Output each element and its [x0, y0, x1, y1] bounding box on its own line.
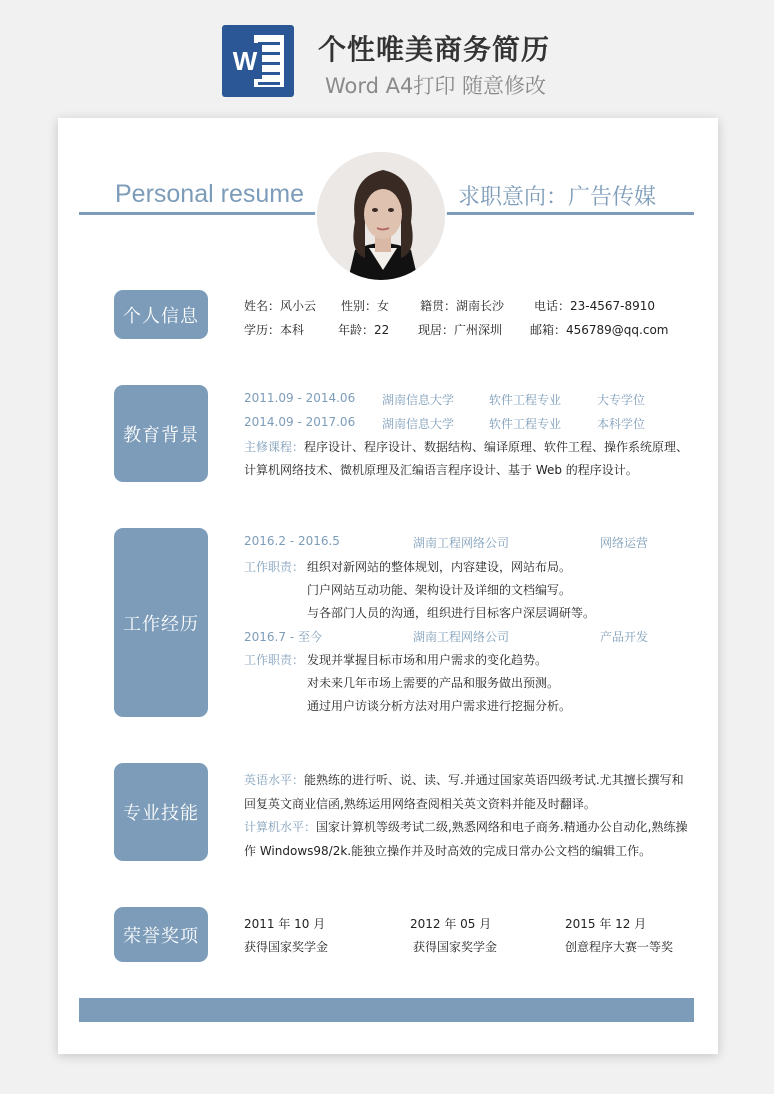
english-text: 能熟练的进行听、说、读、写.并通过国家英语四级考试.尤其擅长撰写和: [304, 773, 684, 787]
edu-major: 软件工程专业: [489, 393, 562, 407]
word-logo-icon: [222, 25, 294, 97]
honor-date: 2012 年 05 月: [410, 917, 492, 931]
job-intent: 求职意向：广告传媒: [458, 185, 657, 210]
edu-courses-cont: 计算机网络技术、微机原理及汇编语言程序设计、基于 Web 的程序设计。: [244, 463, 638, 477]
duty-item: 对未来几年市场上需要的产品和服务做出预测。: [307, 676, 560, 690]
skill-computer-cont: 作 Windows98/2k.能独立操作并及时高效的完成日常办公文档的编辑工作。: [244, 844, 652, 858]
duty-label: 工作职责：: [244, 653, 305, 667]
footer-bar: [79, 998, 694, 1022]
skill-english: [244, 771, 684, 788]
skill-computer: [244, 818, 687, 835]
job-date: 2016.7 - 至今: [244, 630, 322, 644]
section-label-work: 工作经历: [114, 528, 208, 717]
info-age: 年龄：22: [338, 323, 390, 337]
duty-item: 通过用户访谈分析方法对用户需求进行挖掘分析。: [307, 699, 572, 713]
duty-item: 发现并掌握目标市场和用户需求的变化趋势。: [307, 653, 548, 667]
edu-school: 湖南信息大学: [382, 393, 455, 407]
info-email: 邮箱：456789@qq.com: [530, 323, 669, 337]
edu-date: 2014.09 - 2017.06: [244, 415, 356, 429]
info-name: 姓名：风小云: [244, 299, 317, 313]
job-date: 2016.2 - 2016.5: [244, 534, 340, 548]
info-gender: 性别：女: [341, 299, 390, 313]
job-company: 湖南工程网络公司: [413, 536, 510, 550]
info-degree: 学历：本科: [244, 323, 305, 337]
honor-award: 获得国家奖学金: [244, 940, 329, 954]
edu-degree: 大专学位: [597, 393, 646, 407]
job-company: 湖南工程网络公司: [413, 630, 510, 644]
job-role: 产品开发: [600, 630, 649, 644]
duty-item: 组织对新网站的整体规划，内容建设，网站布局。: [307, 560, 572, 574]
honor-date: 2015 年 12 月: [565, 917, 647, 931]
duty-item: 与各部门人员的沟通，组织进行目标客户深层调研等。: [307, 606, 596, 620]
edu-courses: [244, 438, 688, 455]
honor-award: 创意程序大赛一等奖: [565, 940, 674, 954]
courses-label: 主修课程：: [244, 440, 305, 454]
section-label-education: 教育背景: [114, 385, 208, 482]
job-role: 网络运营: [600, 536, 649, 550]
edu-degree: 本科学位: [597, 417, 646, 431]
resume-page: [58, 118, 718, 1054]
duty-item: 门户网站互动功能、架构设计及详细的文档编写。: [307, 583, 572, 597]
honor-date: 2011 年 10 月: [244, 917, 326, 931]
edu-date: 2011.09 - 2014.06: [244, 391, 356, 405]
template-subtitle: Word A4打印 随意修改: [325, 74, 547, 98]
info-phone: 电话：23-4567-8910: [534, 299, 656, 313]
section-label-personal: 个人信息: [114, 290, 208, 339]
courses-text: 程序设计、程序设计、数据结构、编译原理、软件工程、操作系统原理、: [304, 440, 689, 454]
edu-school: 湖南信息大学: [382, 417, 455, 431]
profile-photo: [315, 150, 447, 282]
section-label-honors: 荣誉奖项: [114, 907, 208, 962]
english-label: 英语水平：: [244, 773, 305, 787]
template-title: 个性唯美商务简历: [318, 33, 551, 66]
personal-resume-heading: Personal resume: [115, 180, 304, 208]
computer-label: 计算机水平：: [244, 820, 317, 834]
info-native: 籍贯：湖南长沙: [420, 299, 505, 313]
info-residence: 现居：广州深圳: [418, 323, 503, 337]
skill-english-cont: 回复英文商业信函,熟练运用网络查阅相关英文资料并能及时翻译。: [244, 797, 596, 811]
word-letter: W: [228, 43, 262, 79]
duty-label: 工作职责：: [244, 560, 305, 574]
computer-text: 国家计算机等级考试二级,熟悉网络和电子商务.精通办公自动化,熟练操: [316, 820, 688, 834]
honor-award: 获得国家奖学金: [413, 940, 498, 954]
edu-major: 软件工程专业: [489, 417, 562, 431]
section-label-skills: 专业技能: [114, 763, 208, 861]
